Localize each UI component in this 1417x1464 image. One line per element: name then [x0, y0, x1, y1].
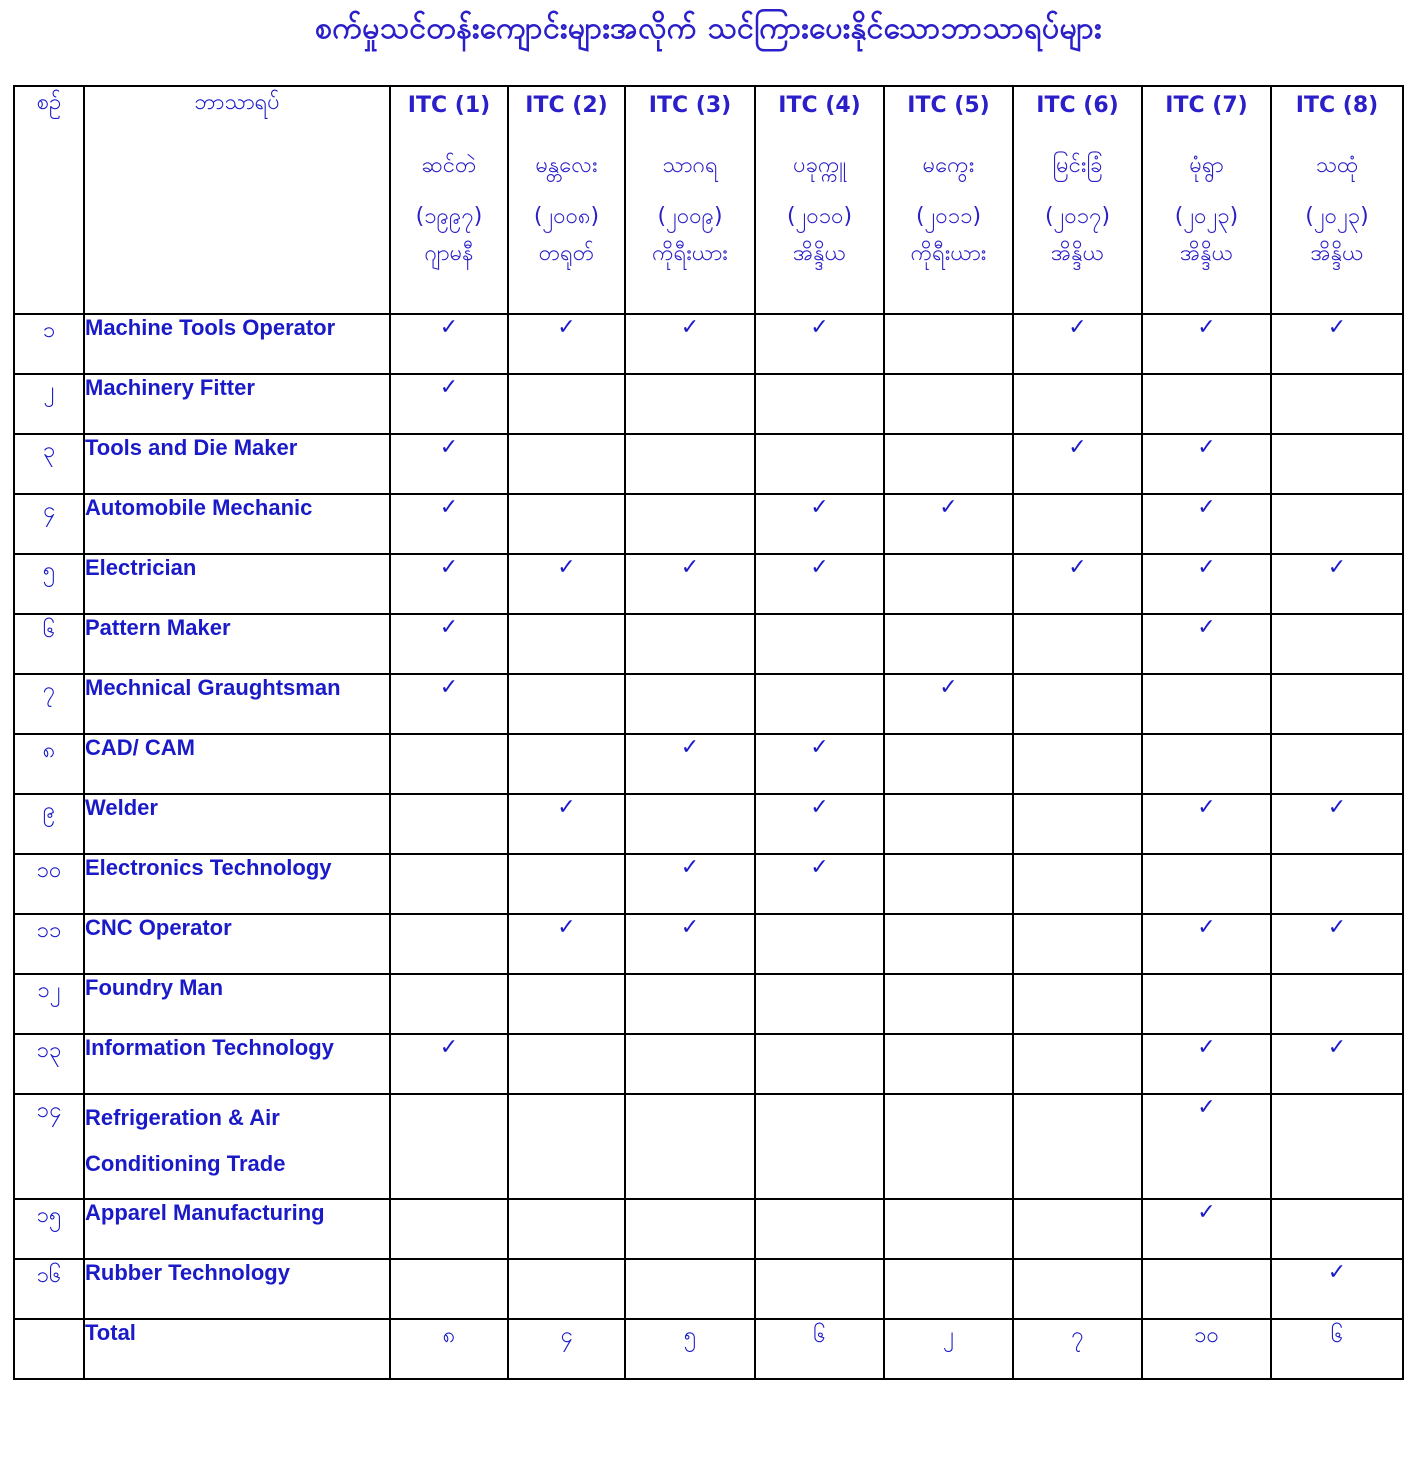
- table-row: [14, 854, 1403, 914]
- availability-cell: [884, 314, 1013, 374]
- availability-cell: [1013, 974, 1142, 1034]
- total-value: ၅: [625, 1319, 755, 1379]
- availability-cell: [1013, 854, 1142, 914]
- center-code: ITC (3): [648, 93, 732, 118]
- check-icon: ✓: [1327, 555, 1347, 580]
- check-icon: ✓: [439, 315, 459, 340]
- header-center-4: [755, 86, 884, 314]
- availability-cell: [1142, 914, 1271, 974]
- availability-cell: [755, 914, 884, 974]
- availability-cell: [390, 674, 508, 734]
- check-icon: ✓: [1197, 615, 1216, 640]
- availability-cell: [625, 614, 755, 674]
- availability-cell: [755, 554, 884, 614]
- center-year: (၂၀၀၈): [533, 204, 600, 229]
- total-value: ၆: [755, 1319, 884, 1379]
- table-row: [14, 734, 1403, 794]
- availability-cell: [508, 1094, 625, 1199]
- check-icon: ✓: [1197, 1095, 1216, 1120]
- availability-cell: [1142, 374, 1271, 434]
- availability-cell: [755, 794, 884, 854]
- availability-cell: [1013, 1259, 1142, 1319]
- availability-cell: [884, 1199, 1013, 1259]
- availability-cell: [1271, 794, 1403, 854]
- center-partner: အိန္ဒိယ: [793, 241, 846, 266]
- availability-cell: [1271, 1199, 1403, 1259]
- availability-cell: [884, 1259, 1013, 1319]
- availability-cell: [508, 494, 625, 554]
- table-row: [14, 1199, 1403, 1259]
- center-code: ITC (4): [778, 93, 861, 118]
- check-icon: ✓: [1068, 555, 1087, 580]
- availability-cell: [1142, 674, 1271, 734]
- row-number: ၁၂: [14, 974, 84, 1034]
- availability-cell: [755, 674, 884, 734]
- availability-cell: [390, 1259, 508, 1319]
- availability-cell: [884, 374, 1013, 434]
- check-icon: ✓: [680, 315, 700, 340]
- center-year: (၂၀၀၉): [657, 204, 723, 229]
- subject-name: Welder: [84, 794, 390, 854]
- center-code: ITC (5): [907, 93, 990, 118]
- availability-cell: [755, 974, 884, 1034]
- center-place: ဆင်တဲ: [421, 153, 477, 178]
- availability-cell: [1142, 974, 1271, 1034]
- header-center-6: [1013, 86, 1142, 314]
- table-row: [14, 974, 1403, 1034]
- subject-name: Information Technology: [84, 1034, 390, 1094]
- center-partner: အိန္ဒိယ: [1180, 241, 1233, 266]
- availability-cell: [755, 314, 884, 374]
- subject-name: Rubber Technology: [84, 1259, 390, 1319]
- availability-cell: [755, 1259, 884, 1319]
- availability-cell: [1013, 794, 1142, 854]
- center-partner: ဂျာမနီ: [424, 241, 474, 266]
- total-value: ၂: [884, 1319, 1013, 1379]
- availability-cell: [390, 734, 508, 794]
- availability-cell: [508, 1034, 625, 1094]
- header-no: စဉ်: [14, 86, 84, 314]
- availability-cell: [1142, 1094, 1271, 1199]
- check-icon: ✓: [557, 315, 576, 340]
- availability-cell: [755, 734, 884, 794]
- subject-name: Automobile Mechanic: [84, 494, 390, 554]
- center-code: ITC (8): [1295, 93, 1379, 118]
- availability-cell: [884, 1094, 1013, 1199]
- availability-cell: [625, 434, 755, 494]
- availability-cell: [1271, 1259, 1403, 1319]
- availability-cell: [508, 794, 625, 854]
- availability-cell: [1013, 554, 1142, 614]
- availability-cell: [1013, 1094, 1142, 1199]
- check-icon: ✓: [1068, 315, 1087, 340]
- availability-cell: [884, 794, 1013, 854]
- availability-cell: [1271, 674, 1403, 734]
- availability-cell: [884, 434, 1013, 494]
- center-partner: ကိုရီးယား: [652, 241, 728, 266]
- subject-name: CNC Operator: [84, 914, 390, 974]
- center-year: (၂၀၂၃): [1305, 204, 1369, 229]
- availability-cell: [884, 854, 1013, 914]
- total-value: ၄: [508, 1319, 625, 1379]
- center-partner: ကိုရီးယား: [910, 241, 987, 266]
- availability-cell: [1013, 734, 1142, 794]
- check-icon: ✓: [810, 795, 829, 820]
- check-icon: ✓: [439, 435, 459, 460]
- table-row: [14, 434, 1403, 494]
- availability-cell: [625, 1094, 755, 1199]
- availability-cell: [1142, 854, 1271, 914]
- check-icon: ✓: [1197, 915, 1216, 940]
- check-icon: ✓: [1327, 1260, 1347, 1285]
- availability-cell: [390, 614, 508, 674]
- availability-cell: [625, 554, 755, 614]
- row-number: ၁: [14, 314, 84, 374]
- availability-cell: [755, 1199, 884, 1259]
- header-center-7: [1142, 86, 1271, 314]
- availability-cell: [390, 494, 508, 554]
- subject-name: Electrician: [84, 554, 390, 614]
- row-number: ၁၀: [14, 854, 84, 914]
- subject-name: Machinery Fitter: [84, 374, 390, 434]
- availability-cell: [1271, 314, 1403, 374]
- availability-cell: [508, 374, 625, 434]
- availability-cell: [1142, 314, 1271, 374]
- check-icon: ✓: [810, 315, 829, 340]
- availability-cell: [1013, 374, 1142, 434]
- center-year: (၁၉၉၇): [415, 204, 483, 229]
- availability-cell: [1142, 494, 1271, 554]
- subject-name: Electronics Technology: [84, 854, 390, 914]
- availability-cell: [508, 614, 625, 674]
- check-icon: ✓: [680, 855, 700, 880]
- availability-cell: [625, 974, 755, 1034]
- row-number: ၁၆: [14, 1259, 84, 1319]
- center-code: ITC (7): [1165, 93, 1248, 118]
- subject-name: Refrigeration & Air Conditioning Trade: [84, 1094, 390, 1199]
- availability-cell: [390, 854, 508, 914]
- center-code: ITC (1): [407, 93, 491, 118]
- center-partner: အိန္ဒိယ: [1051, 241, 1104, 266]
- availability-cell: [1013, 494, 1142, 554]
- check-icon: ✓: [1327, 1035, 1347, 1060]
- check-icon: ✓: [557, 795, 576, 820]
- page-title: စက်မှုသင်တန်းကျောင်းများအလိုက် သင်ကြားပေးနိုင်သောဘာသာရပ်များ: [315, 11, 1102, 46]
- availability-cell: [508, 1259, 625, 1319]
- availability-cell: [390, 794, 508, 854]
- availability-cell: [390, 1094, 508, 1199]
- availability-cell: [755, 434, 884, 494]
- check-icon: ✓: [939, 675, 958, 700]
- row-number: ၈: [14, 734, 84, 794]
- availability-cell: [1271, 434, 1403, 494]
- availability-cell: [390, 914, 508, 974]
- check-icon: ✓: [810, 495, 829, 520]
- availability-cell: [1271, 554, 1403, 614]
- availability-cell: [390, 1199, 508, 1259]
- availability-cell: [508, 314, 625, 374]
- center-place: မန္တလေး: [535, 153, 598, 178]
- table-body: [14, 314, 1403, 1379]
- availability-cell: [1013, 674, 1142, 734]
- availability-cell: [884, 554, 1013, 614]
- center-place: မုံရွာ: [1189, 153, 1224, 178]
- total-row: [14, 1319, 1403, 1379]
- availability-cell: [884, 494, 1013, 554]
- availability-cell: [625, 494, 755, 554]
- availability-cell: [1271, 1034, 1403, 1094]
- availability-cell: [508, 674, 625, 734]
- availability-cell: [884, 974, 1013, 1034]
- availability-cell: [625, 794, 755, 854]
- availability-cell: [625, 674, 755, 734]
- availability-cell: [1142, 554, 1271, 614]
- availability-cell: [1013, 434, 1142, 494]
- availability-cell: [884, 734, 1013, 794]
- table-row: [14, 1034, 1403, 1094]
- check-icon: ✓: [680, 915, 700, 940]
- availability-cell: [625, 1199, 755, 1259]
- total-value: ၈: [390, 1319, 508, 1379]
- availability-cell: [625, 1034, 755, 1094]
- header-center-1: [390, 86, 508, 314]
- availability-cell: [1271, 1094, 1403, 1199]
- availability-cell: [390, 314, 508, 374]
- check-icon: ✓: [1327, 915, 1347, 940]
- header-center-8: [1271, 86, 1403, 314]
- center-code: ITC (6): [1036, 93, 1119, 118]
- center-year: (၂၀၁၁): [915, 204, 982, 229]
- availability-cell: [884, 914, 1013, 974]
- check-icon: ✓: [1197, 1035, 1216, 1060]
- subject-name: Machine Tools Operator: [84, 314, 390, 374]
- check-icon: ✓: [439, 615, 459, 640]
- availability-cell: [1271, 374, 1403, 434]
- availability-cell: [1271, 494, 1403, 554]
- availability-cell: [625, 1259, 755, 1319]
- check-icon: ✓: [1197, 495, 1216, 520]
- header-center-2: [508, 86, 625, 314]
- check-icon: ✓: [810, 555, 829, 580]
- check-icon: ✓: [1327, 315, 1347, 340]
- availability-cell: [508, 434, 625, 494]
- availability-cell: [390, 974, 508, 1034]
- check-icon: ✓: [680, 555, 700, 580]
- check-icon: ✓: [939, 495, 958, 520]
- row-number: ၁၄: [14, 1094, 84, 1199]
- total-value: ၆: [1271, 1319, 1403, 1379]
- availability-cell: [884, 1034, 1013, 1094]
- subject-name: Mechnical Graughtsman: [84, 674, 390, 734]
- availability-cell: [884, 674, 1013, 734]
- subject-name: Apparel Manufacturing: [84, 1199, 390, 1259]
- check-icon: ✓: [810, 735, 829, 760]
- subjects-table: [13, 85, 1404, 1380]
- center-year: (၂၀၁၀): [786, 204, 853, 229]
- availability-cell: [1013, 1034, 1142, 1094]
- row-number: ၂: [14, 374, 84, 434]
- center-partner: တရုတ်: [538, 241, 595, 266]
- availability-cell: [508, 554, 625, 614]
- availability-cell: [508, 1199, 625, 1259]
- subject-name: Foundry Man: [84, 974, 390, 1034]
- availability-cell: [625, 374, 755, 434]
- center-place: ပခုက္ကူ: [793, 153, 846, 178]
- table-row: [14, 1094, 1403, 1199]
- center-place: သထုံ: [1315, 153, 1359, 178]
- availability-cell: [1013, 914, 1142, 974]
- subject-name: Tools and Die Maker: [84, 434, 390, 494]
- total-blank-cell: [14, 1319, 84, 1379]
- header-subject: ဘာသာရပ်: [84, 86, 390, 314]
- center-year: (၂၀၂၃): [1174, 204, 1239, 229]
- check-icon: ✓: [1197, 555, 1216, 580]
- availability-cell: [625, 734, 755, 794]
- availability-cell: [508, 914, 625, 974]
- availability-cell: [625, 914, 755, 974]
- center-place: မကွေး: [922, 153, 975, 178]
- availability-cell: [755, 1094, 884, 1199]
- check-icon: ✓: [1197, 435, 1216, 460]
- row-number: ၄: [14, 494, 84, 554]
- row-number: ၅: [14, 554, 84, 614]
- table-row: [14, 794, 1403, 854]
- center-partner: အိန္ဒိယ: [1310, 241, 1364, 266]
- check-icon: ✓: [810, 855, 829, 880]
- check-icon: ✓: [1327, 795, 1347, 820]
- row-number: ၇: [14, 674, 84, 734]
- center-place: သာဂရ: [662, 153, 718, 178]
- availability-cell: [1271, 974, 1403, 1034]
- check-icon: ✓: [680, 735, 700, 760]
- check-icon: ✓: [1197, 795, 1216, 820]
- availability-cell: [1271, 614, 1403, 674]
- subject-name: CAD/ CAM: [84, 734, 390, 794]
- availability-cell: [884, 614, 1013, 674]
- availability-cell: [1142, 1199, 1271, 1259]
- center-year: (၂၀၁၇): [1044, 204, 1111, 229]
- table-row: [14, 1259, 1403, 1319]
- availability-cell: [508, 854, 625, 914]
- availability-cell: [1271, 734, 1403, 794]
- header-center-3: [625, 86, 755, 314]
- check-icon: ✓: [439, 555, 459, 580]
- availability-cell: [755, 374, 884, 434]
- availability-cell: [508, 974, 625, 1034]
- check-icon: ✓: [1197, 315, 1216, 340]
- row-number: ၃: [14, 434, 84, 494]
- center-code: ITC (2): [525, 93, 608, 118]
- check-icon: ✓: [439, 375, 459, 400]
- total-label: Total: [84, 1319, 390, 1379]
- availability-cell: [1271, 854, 1403, 914]
- availability-cell: [755, 494, 884, 554]
- availability-cell: [755, 854, 884, 914]
- table-row: [14, 614, 1403, 674]
- availability-cell: [1271, 914, 1403, 974]
- availability-cell: [1142, 434, 1271, 494]
- header-row: [14, 86, 1403, 314]
- check-icon: ✓: [1197, 1200, 1216, 1225]
- check-icon: ✓: [439, 675, 459, 700]
- table-row: [14, 494, 1403, 554]
- availability-cell: [755, 614, 884, 674]
- availability-cell: [508, 734, 625, 794]
- availability-cell: [1013, 314, 1142, 374]
- availability-cell: [390, 554, 508, 614]
- availability-cell: [1142, 734, 1271, 794]
- check-icon: ✓: [439, 1035, 459, 1060]
- check-icon: ✓: [557, 555, 576, 580]
- availability-cell: [390, 1034, 508, 1094]
- availability-cell: [390, 434, 508, 494]
- check-icon: ✓: [1068, 435, 1087, 460]
- table-row: [14, 314, 1403, 374]
- check-icon: ✓: [557, 915, 576, 940]
- row-number: ၁၃: [14, 1034, 84, 1094]
- availability-cell: [625, 854, 755, 914]
- availability-cell: [625, 314, 755, 374]
- availability-cell: [755, 1034, 884, 1094]
- row-number: ၉: [14, 794, 84, 854]
- row-number: ၁၅: [14, 1199, 84, 1259]
- check-icon: ✓: [439, 495, 459, 520]
- table-row: [14, 374, 1403, 434]
- subject-name: Pattern Maker: [84, 614, 390, 674]
- availability-cell: [1142, 794, 1271, 854]
- availability-cell: [1013, 614, 1142, 674]
- row-number: ၁၁: [14, 914, 84, 974]
- table-row: [14, 674, 1403, 734]
- center-place: မြင်းခြံ: [1052, 153, 1103, 178]
- total-value: ၇: [1013, 1319, 1142, 1379]
- header-center-5: [884, 86, 1013, 314]
- availability-cell: [1142, 1259, 1271, 1319]
- availability-cell: [390, 374, 508, 434]
- table-row: [14, 554, 1403, 614]
- total-value: ၁၀: [1142, 1319, 1271, 1379]
- availability-cell: [1142, 1034, 1271, 1094]
- row-number: ၆: [14, 614, 84, 674]
- table-row: [14, 914, 1403, 974]
- availability-cell: [1142, 614, 1271, 674]
- availability-cell: [1013, 1199, 1142, 1259]
